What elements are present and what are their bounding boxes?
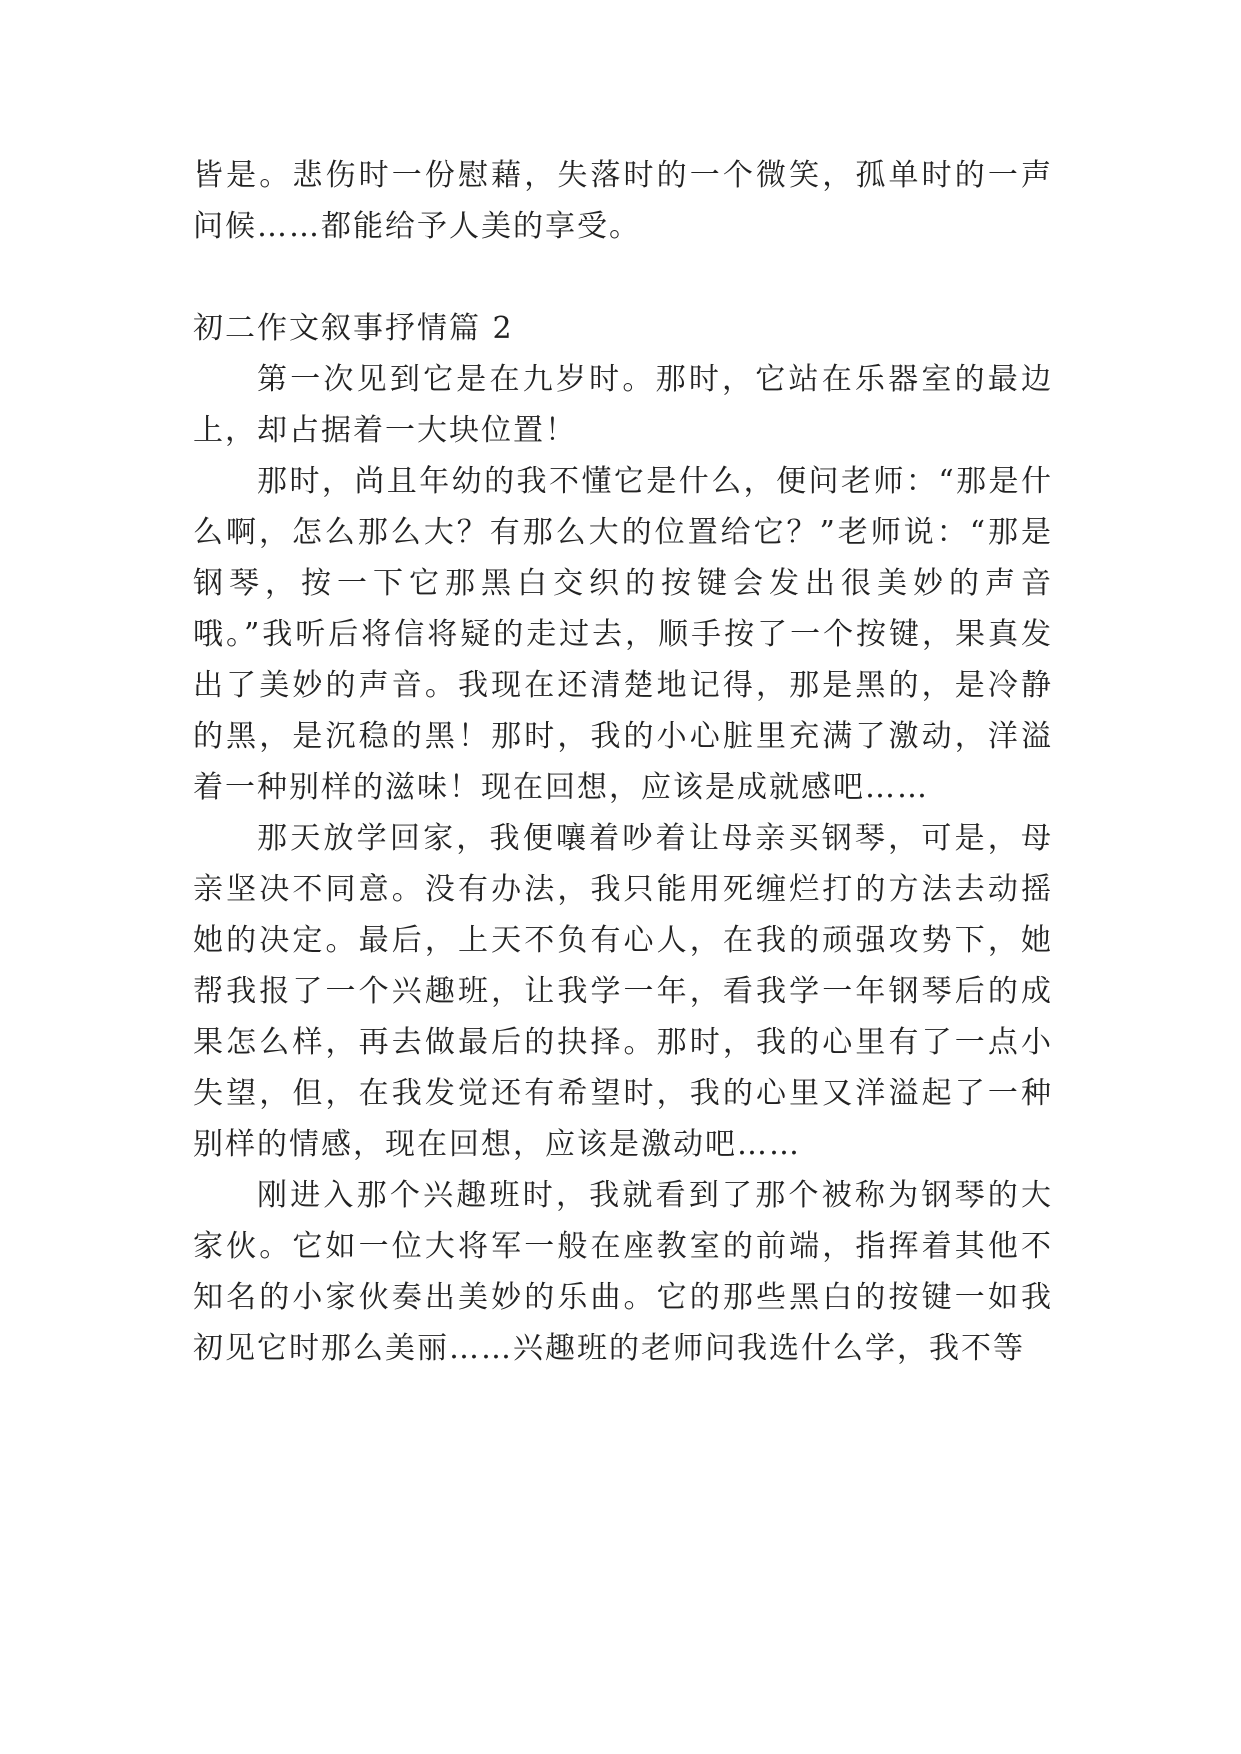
body-paragraph-4: 刚进入那个兴趣班时，我就看到了那个被称为钢琴的大家伙。它如一位大将军一般在座教室的前端，指挥着其他不知名的小家伙奏出美妙的乐曲。它的那些黑白的按键一如我初见它时那么美丽……兴趣班的老师问我选什么学，我不等 bbox=[193, 1178, 1053, 1366]
section-heading: 初二作文叙事抒情篇 2 bbox=[193, 311, 514, 346]
body-paragraph-1: 第一次见到它是在九岁时。那时，它站在乐器室的最边上，却占据着一大块位置！ bbox=[193, 362, 1053, 448]
body-paragraph-3: 那天放学回家，我便嚷着吵着让母亲买钢琴，可是，母亲坚决不同意。没有办法，我只能用死缠烂打的方法去动摇她的决定。最后，上天不负有心人，在我的顽强攻势下，她帮我报了一个兴趣班，让我学一年，看我学一年钢琴后的成果怎么样，再去做最后的抉择。那时，我的心里有了一点小失望，但，在我发觉还有希望时，我的心里又洋溢起了一种别样的情感，现在回想，应该是激动吧…… bbox=[193, 821, 1053, 1162]
body-paragraph-2: 那时，尚且年幼的我不懂它是什么，便问老师：“那是什么啊，怎么那么大？有那么大的位置给它？”老师说：“那是钢琴，按一下它那黑白交织的按键会发出很美妙的声音哦。”我听后将信将疑的走过去，顺手按了一个按键，果真发出了美妙的声音。我现在还清楚地记得，那是黑的，是冷静的黑，是沉稳的黑！那时，我的小心脏里充满了激动，洋溢着一种别样的滋味！现在回想，应该是成就感吧…… bbox=[193, 464, 1053, 805]
paragraph-spacer bbox=[193, 252, 1053, 303]
document-body bbox=[193, 150, 1053, 1374]
intro-paragraph: 皆是。悲伤时一份慰藉，失落时的一个微笑，孤单时的一声问候……都能给予人美的享受。 bbox=[193, 158, 1053, 244]
